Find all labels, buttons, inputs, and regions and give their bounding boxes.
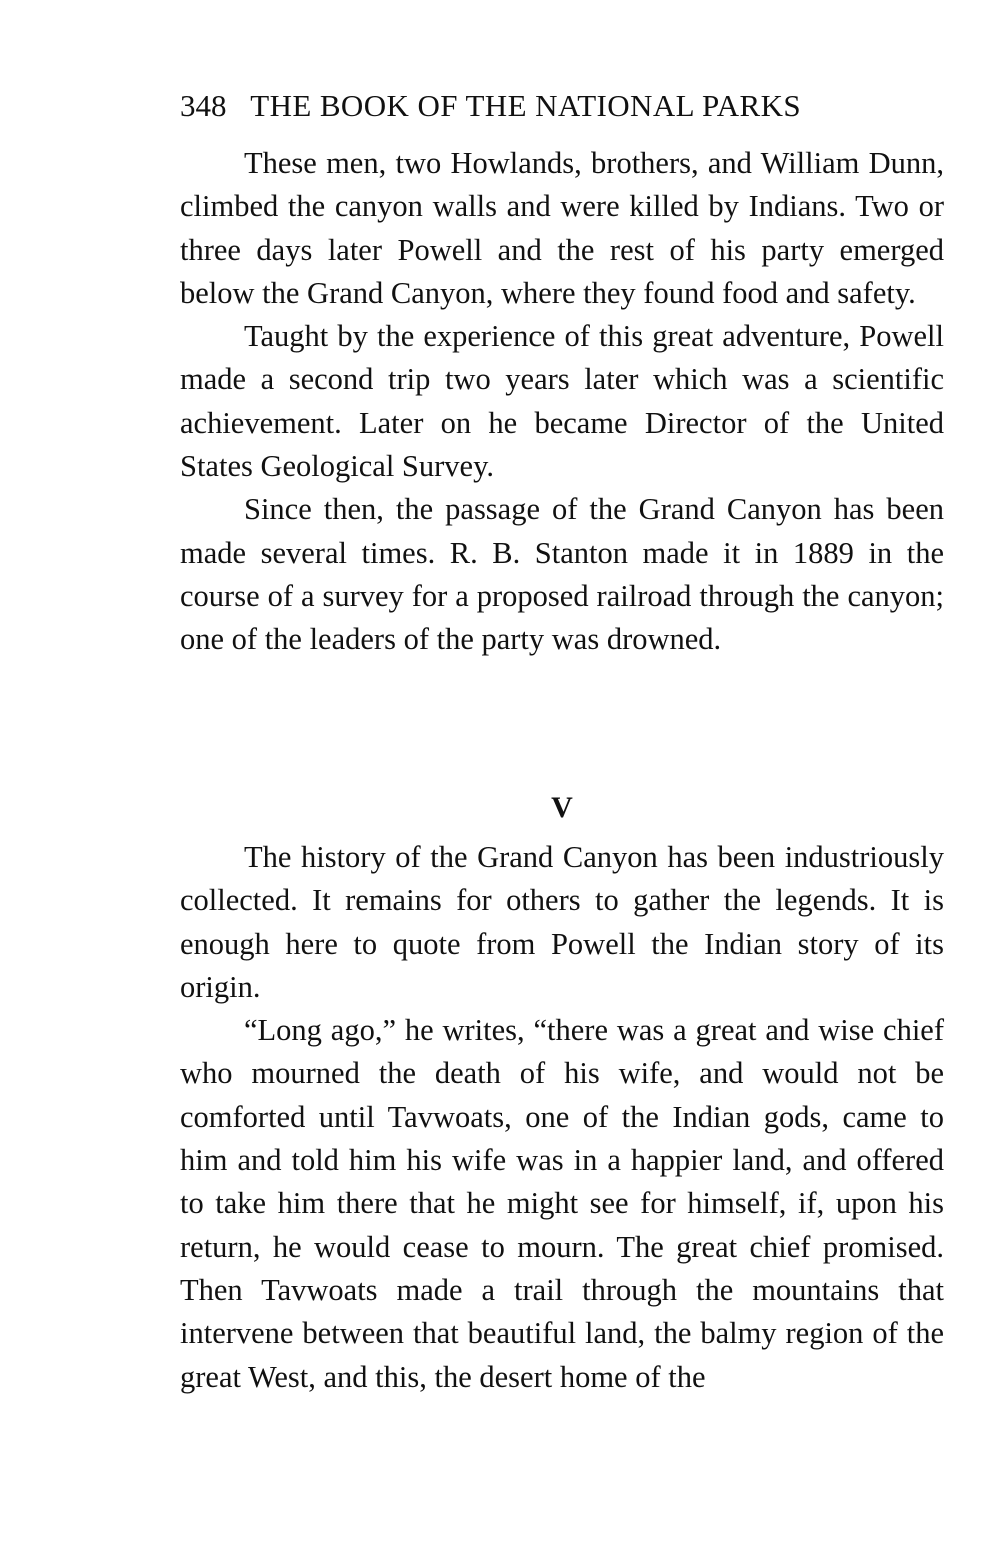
page-number: 348: [180, 88, 227, 123]
section-heading: V: [551, 791, 573, 824]
text-block-top: [180, 142, 944, 662]
paragraph-second-trip: Taught by the experience of this great adventure, Powell made a second trip two years later which was a scientific achievement. Later on he became Director of the United States Geological Survey.: [180, 319, 944, 484]
running-head: [180, 84, 944, 128]
paragraph-howlands: These men, two Howlands, brothers, and William Dunn, climbed the canyon walls and were killed by Indians. Two or three days later Powell and the rest of his party emerged below the Grand Canyon, where they found food and safety.: [180, 146, 944, 310]
text-block-bottom: [180, 836, 944, 1399]
paragraph-stanton: Since then, the passage of the Grand Canyon has been made several times. R. B. Stanton made it in 1889 in the course of a survey for a proposed railroad through the canyon; one of the leaders of the party was drowned.: [180, 492, 944, 657]
running-title: THE BOOK OF THE NATIONAL PARKS: [250, 88, 802, 123]
paragraph-legend-quote: “Long ago,” he writes, “there was a great and wise chief who mourned the death of his wife, and would not be comforted until Tavwoats, one of the Indian gods, came to him and told him his wife was in a happier land, and offered to take him there that he might see for himself, if, upon his return, he would cease to mourn. The great chief promised. Then Tavwoats made a trail through the mountains that intervene between that beautiful land, the balmy region of the great West, and this, the desert home of the: [180, 1013, 944, 1394]
paragraph-history: The history of the Grand Canyon has been industriously collected. It remains for others to gather the legends. It is enough here to quote from Powell the Indian story of its origin.: [180, 840, 944, 1004]
